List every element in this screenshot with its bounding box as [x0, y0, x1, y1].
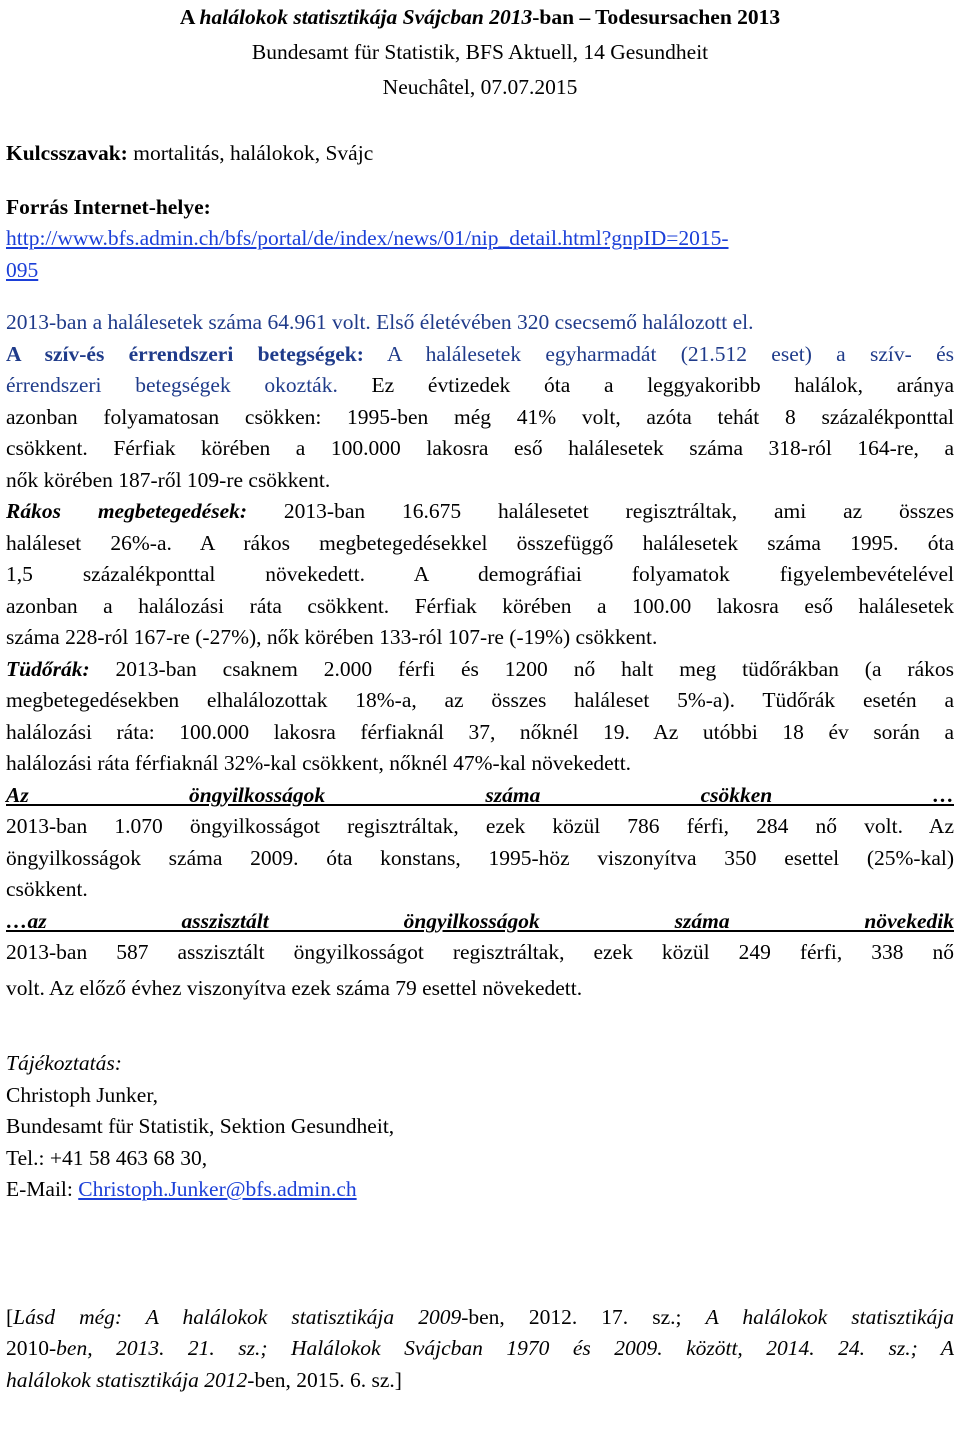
assisted-suicide-heading: …az asszisztált öngyilkosságok száma növekedik: [6, 908, 954, 933]
keywords-value: mortalitás, halálokok, Svájc: [127, 141, 374, 165]
cancer-section: Rákos megbetegedések: 2013-ban 16.675 halálesetet regisztráltak, ami az összes haláleset 26%-a. A rákos megbetegedésekkel összefüggő halálesetek száma 1995. óta 1,5 százalékponttal növekedett. A demográfiai folyamatok figyelembevételével azonban a halálozási ráta csökkent. Férfiak körében a 100.00 lakosra eső halálesetek száma 228-ról 167-re (-27%), nők körében 133-ról 107-re (-19%) csökkent.: [6, 499, 954, 649]
deaths-total: 2013-ban a halálesetek száma 64.961 volt.: [6, 310, 371, 334]
source-publication: Bundesamt für Statistik, BFS Aktuell, 14 Gesundheit: [251, 40, 709, 64]
document-title: [6, 0, 954, 35]
contact-org: Bundesamt für Statistik, Sektion Gesundheit,: [6, 1114, 395, 1138]
keywords-label: Kulcsszavak:: [6, 141, 128, 165]
source-url-link-cont[interactable]: 095: [6, 257, 39, 282]
contact-email-link[interactable]: Christoph.Junker@bfs.admin.ch: [78, 1177, 357, 1201]
lung-label: Tüdőrák:: [6, 656, 90, 681]
source-section: [6, 192, 954, 287]
heart-section: A szív-és érrendszeri betegségek: A halálesetek egyharmadát (21.512 eset) a szív- és érrendszeri betegségek okozták. Ez évtizedek óta a leggyakoribb halálok, aránya azonban folyamatosan csökken: 1995-ben még 41% volt, azóta tehát 8 százalékponttal csökkent. Férfiak körében a 100.000 lakosra eső halálesetek száma 318-ról 164-re, a nők körében 187-ről 109-re csökkent.: [6, 341, 954, 492]
source-label: Forrás Internet-helye:: [6, 194, 211, 219]
email-label: E-Mail:: [6, 1177, 79, 1201]
assisted-suicide-section: …az asszisztált öngyilkosságok száma növekedik 2013-ban 587 asszisztált öngyilkosságot regisztráltak, ezek közül 249 férfi, 338 nő volt. Az előző évhez viszonyítva ezek száma 79 esettel növekedett.: [6, 908, 954, 1000]
lung-section: Tüdőrák: 2013-ban csaknem 2.000 férfi és 1200 nő halt meg tüdőrákban (a rákos megbetegedésekben elhalálozottak 18%-a, az összes haláleset 5%-a). Tüdőrák esetén a halálozási ráta: 100.000 lakosra férfiaknál 37, nőknél 19. Az utóbbi 18 év során a halálozási ráta férfiaknál 32%-kal csökkent, nőknél 47%-kal növekedett.: [6, 656, 954, 775]
source-url-link[interactable]: http://www.bfs.admin.ch/bfs/portal/de/index/news/01/nip_detail.html?gnpID=2015-: [6, 226, 729, 250]
document-header: [6, 0, 954, 105]
title-part: -ban – Todesursachen 2013: [532, 5, 781, 29]
title-part-italic: halálokok statisztikája Svájcban 2013: [199, 5, 533, 29]
suicide-heading: Az öngyilkosságok száma csökken …: [6, 782, 954, 807]
contact-phone: Tel.: +41 58 463 68 30,: [6, 1145, 208, 1170]
title-part: A: [179, 5, 200, 29]
contact-name: Christoph Junker,: [6, 1082, 159, 1107]
see-also-section: [Lásd még: A halálokok statisztikája 2009-ben, 2012. 17. sz.; A halálokok statisztikája 2010-ben, 2013. 21. sz.; Halálokok Svájcban 1970 és 2009. között, 2014. 24. sz.; A halálokok statisztikája 2012-ben, 2015. 6. sz.]: [6, 1304, 954, 1392]
heart-label: A szív-és érrendszeri betegségek:: [6, 341, 364, 366]
contact-section: [6, 1048, 954, 1206]
suicide-section: Az öngyilkosságok száma csökken … 2013-ban 1.070 öngyilkosságot regisztráltak, ezek közül 786 férfi, 284 nő volt. Az öngyilkosságok száma 2009. óta konstans, 1995-höz viszonyítva 350 esettel (25%-kal) csökkent.: [6, 782, 954, 901]
cancer-label: Rákos megbetegedések:: [6, 499, 248, 523]
intro-paragraph: [6, 307, 954, 339]
infant-deaths: Első életévében 320 csecsemő halálozott el.: [370, 310, 754, 334]
contact-label: Tájékoztatás:: [6, 1051, 122, 1075]
keywords: [6, 138, 954, 170]
place-date: Neuchâtel, 07.07.2015: [382, 75, 578, 99]
